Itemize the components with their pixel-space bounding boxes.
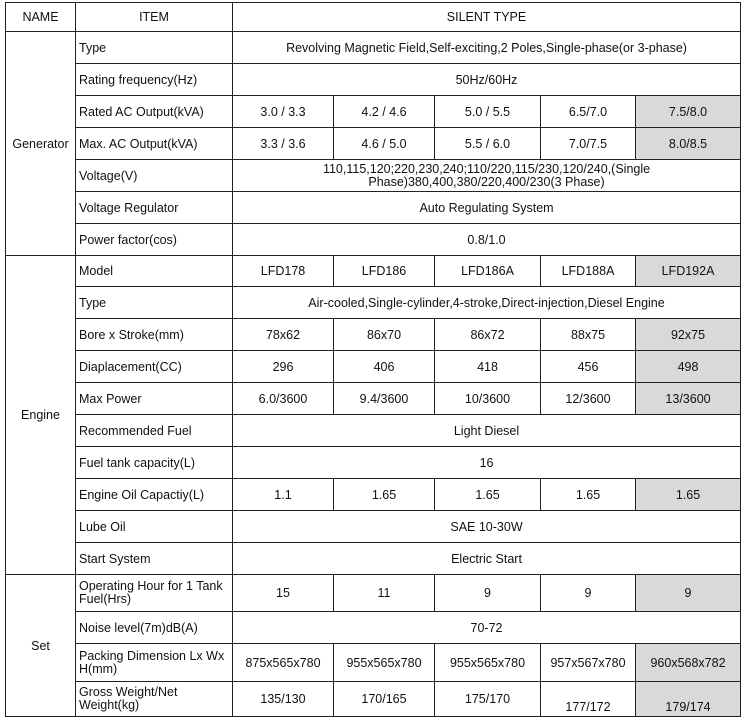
cell-value: 6.5/7.0 [541,96,636,128]
cell-value-highlighted: 179/174 [636,682,741,717]
table-row [6,287,741,319]
cell-value: 9.4/3600 [334,383,435,415]
cell-value-highlighted: 498 [636,351,741,383]
table-row [6,511,741,543]
cell-value: 9 [541,575,636,612]
table-row [6,543,741,575]
row-label: Max. AC Output(kVA) [76,128,233,160]
cell-value: 957x567x780 [541,644,636,682]
cell-value: 86x72 [435,319,541,351]
table-row [6,128,741,160]
row-label: Rating frequency(Hz) [76,64,233,96]
header-item: ITEM [76,3,233,32]
table-row [6,612,741,644]
row-label: Gross Weight/Net Weight(kg) [76,682,233,717]
row-span-value: 16 [233,447,741,479]
table-row [6,351,741,383]
cell-value: LFD188A [541,256,636,287]
cell-value: LFD186 [334,256,435,287]
row-label: Power factor(cos) [76,224,233,256]
cell-value-highlighted: LFD192A [636,256,741,287]
cell-value: 4.6 / 5.0 [334,128,435,160]
cell-value-highlighted: 13/3600 [636,383,741,415]
cell-value: 4.2 / 4.6 [334,96,435,128]
row-label: Operating Hour for 1 Tank Fuel(Hrs) [76,575,233,612]
table-header-row [6,3,741,32]
table-row [6,32,741,64]
row-label: Diaplacement(CC) [76,351,233,383]
cell-value: 9 [435,575,541,612]
cell-value: 5.5 / 6.0 [435,128,541,160]
table-row [6,575,741,612]
table-row [6,96,741,128]
row-label: Model [76,256,233,287]
row-label: Type [76,32,233,64]
row-label: Packing Dimension Lx Wx H(mm) [76,644,233,682]
section-name: Generator [6,32,76,256]
row-span-value: Electric Start [233,543,741,575]
cell-value: 456 [541,351,636,383]
row-label: Start System [76,543,233,575]
row-span-value: 0.8/1.0 [233,224,741,256]
row-label: Noise level(7m)dB(A) [76,612,233,644]
row-span-value: Air-cooled,Single-cylinder,4-stroke,Direct-injection,Diesel Engine [233,287,741,319]
cell-value: 5.0 / 5.5 [435,96,541,128]
cell-value: LFD186A [435,256,541,287]
row-span-value: SAE 10-30W [233,511,741,543]
row-span-value: 50Hz/60Hz [233,64,741,96]
section-name: Engine [6,256,76,575]
cell-value: 3.0 / 3.3 [233,96,334,128]
cell-value: 175/170 [435,682,541,717]
table-row [6,160,741,192]
table-row [6,682,741,717]
cell-value: 3.3 / 3.6 [233,128,334,160]
cell-value: 1.65 [334,479,435,511]
cell-value: 88x75 [541,319,636,351]
cell-value: 78x62 [233,319,334,351]
cell-value: 1.1 [233,479,334,511]
row-span-value: Light Diesel [233,415,741,447]
section-name: Set [6,575,76,717]
row-label: Lube Oil [76,511,233,543]
cell-value: 11 [334,575,435,612]
row-label: Max Power [76,383,233,415]
table-row [6,447,741,479]
cell-value: 7.0/7.5 [541,128,636,160]
cell-value: 418 [435,351,541,383]
cell-value-highlighted: 1.65 [636,479,741,511]
cell-value: 955x565x780 [435,644,541,682]
table-row [6,319,741,351]
cell-value-highlighted: 9 [636,575,741,612]
cell-value-highlighted: 92x75 [636,319,741,351]
table-row [6,644,741,682]
row-span-value: 70-72 [233,612,741,644]
cell-value: 1.65 [541,479,636,511]
cell-value: 406 [334,351,435,383]
cell-value-highlighted: 960x568x782 [636,644,741,682]
cell-value: 177/172 [541,682,636,717]
cell-value: 955x565x780 [334,644,435,682]
table-row [6,64,741,96]
table-row [6,479,741,511]
row-span-value: 110,115,120;220,230,240;110/220,115/230,120/240,(Single Phase)380,400,380/220,400/230(3 Phase) [233,160,741,192]
cell-value: 170/165 [334,682,435,717]
cell-value: 86x70 [334,319,435,351]
cell-value-highlighted: 8.0/8.5 [636,128,741,160]
cell-value: 6.0/3600 [233,383,334,415]
cell-value: 15 [233,575,334,612]
row-label: Voltage Regulator [76,192,233,224]
cell-value-highlighted: 7.5/8.0 [636,96,741,128]
table-row [6,383,741,415]
cell-value: 135/130 [233,682,334,717]
table-row [6,192,741,224]
header-type: SILENT TYPE [233,3,741,32]
row-label: Bore x Stroke(mm) [76,319,233,351]
cell-value: 296 [233,351,334,383]
row-label: Type [76,287,233,319]
cell-value: 12/3600 [541,383,636,415]
cell-value: 10/3600 [435,383,541,415]
table-row [6,415,741,447]
row-label: Fuel tank capacity(L) [76,447,233,479]
row-label: Rated AC Output(kVA) [76,96,233,128]
cell-value: 1.65 [435,479,541,511]
cell-value: 875x565x780 [233,644,334,682]
row-label: Recommended Fuel [76,415,233,447]
header-name: NAME [6,3,76,32]
row-label: Voltage(V) [76,160,233,192]
cell-value: LFD178 [233,256,334,287]
row-label: Engine Oil Capactiy(L) [76,479,233,511]
row-span-value: Revolving Magnetic Field,Self-exciting,2 Poles,Single-phase(or 3-phase) [233,32,741,64]
table-row [6,224,741,256]
spec-table [5,2,741,717]
table-row [6,256,741,287]
row-span-value: Auto Regulating System [233,192,741,224]
